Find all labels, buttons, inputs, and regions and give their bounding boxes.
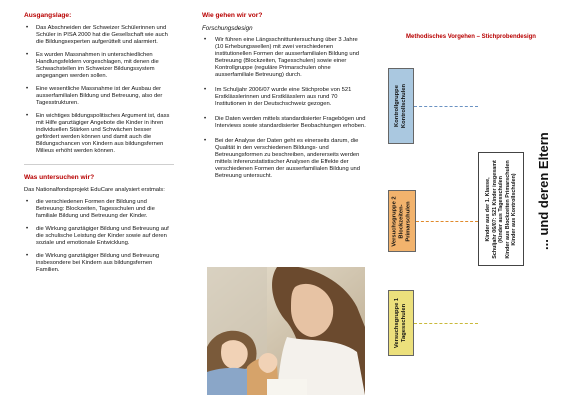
box-line: Kinder aus der 1. Klasse, <box>484 176 491 242</box>
list-item: • Bei der Analyse der Daten geht es einerseits darum, die Qualität in den verschiedenen Bildungs- und Betreuungsformen zu beschreiben, andererseits werden mittels inferenzstatistischer Analysen die Effekte der verschiedenen Formen der ausserfamilialen Bildung und Betreuung untersucht. <box>202 138 367 180</box>
heading-vorgehen: Wie gehen wir vor? <box>202 12 263 19</box>
list-item: • Es wurden Massnahmen in unterschiedlichen Handlungsfeldern vorgeschlagen, mit denen die Schwachstellen im Schweizer Bildungssystem angegangen werden sollen. <box>24 52 174 80</box>
eltern-label: ... und deren Eltern <box>536 132 551 250</box>
box-line: Versuchsgruppe 2 <box>391 195 398 247</box>
ausgangslage-list <box>24 25 174 155</box>
connector-line <box>414 323 478 324</box>
left-column <box>0 0 188 400</box>
list-item: • Das Abschneiden der Schweizer Schülerinnen und Schüler in PISA 2000 hat die Gesellschaft wie auch die Bildungsexperten aufgerüttelt und alarmiert. <box>24 25 174 46</box>
subheading-forschungsdesign: Forschungsdesign <box>202 25 253 32</box>
box-line: Kinder aus Blockzeiten Primarschulen <box>504 159 511 259</box>
versuchsgruppe-2-label <box>392 196 413 246</box>
classroom-photo <box>207 267 365 395</box>
versuchsgruppe-1-label <box>394 298 408 348</box>
connector-line <box>414 106 478 107</box>
list-item: • die verschiedenen Formen der Bildung und Betreuung: Blockzeiten, Tagesschulen und die familiale Bildung und Betreuung der Kinder. <box>24 199 174 220</box>
versuchsgruppe-2-box <box>388 190 416 252</box>
heading-untersuchen: Was untersuchen wir? <box>24 174 95 181</box>
box-line: Primarschulen <box>405 200 412 242</box>
divider <box>24 164 174 165</box>
intro-text: Das Nationalfondsprojekt EduCare analysiert erstmals: <box>24 187 165 193</box>
list-item: • Im Schuljahr 2006/07 wurde eine Stichprobe von 521 Erstklässlerinnen und Erstklässlern aus rund 70 Institutionen in der Deutschschweiz gezogen. <box>202 87 367 108</box>
heading-ausgangslage: Ausgangslage: <box>24 12 72 19</box>
vorgehen-list <box>202 37 367 180</box>
list-item: • die Wirkung ganztägiger Bildung und Betreuung auf die schulische Leistung der Kinder sowie auf deren soziale und emotionale Entwicklung. <box>24 226 174 247</box>
stichprobe-label <box>485 160 518 259</box>
box-line: Blockzeiten- <box>398 203 405 239</box>
stichprobe-box <box>478 152 524 266</box>
diagram-title: Methodisches Vorgehen – Stichprobendesign <box>406 34 536 40</box>
list-item: • Die Daten werden mittels standardisierter Fragebögen und Interviews sowie standardisierter Beobachtungen erhoben. <box>202 116 367 130</box>
list-item: • Wir führen eine Längsschnittuntersuchung über 3 Jahre (10 Erhebungswellen) mit zwei verschiedenen institutionellen Formen der ausserfamilialen Bildung und Betreuung (Blockzeiten, Tagesschulen) sowie einer Kontrollgruppe (reguläre Primarschulen ohne ausserfamiliale Betreuung) durch. <box>202 37 367 79</box>
list-item: • Eine wesentliche Massnahme ist der Ausbau der ausserfamilialen Bildung und Betreuung, also der Tagesstrukturen. <box>24 86 174 107</box>
connector-line <box>416 221 478 222</box>
untersuchen-list <box>24 199 174 274</box>
box-line: Kontrollgruppe <box>394 85 400 127</box>
kontrollgruppe-label <box>394 84 408 128</box>
box-line: Tagesschulen <box>401 303 408 343</box>
kontrollgruppe-box <box>388 68 414 144</box>
right-column <box>376 0 566 400</box>
box-line: Schuljahr 06/07: 521 Kinder insgesamt <box>491 159 498 259</box>
box-line: (Kinder aus Tagesschulen <box>497 175 504 243</box>
list-item: • Ein wichtiges bildungspolitisches Argument ist, dass mit Hilfe ganztägiger Angebote die Kinder in ihren individuellen Stärken und Schwächen besser gefördert werden können und damit auch die Bildungschancen von Kindern aus bildungsfernen Milieus erhöht werden können. <box>24 113 174 155</box>
box-line: Kinder aus Kontrollschulen) <box>510 172 517 246</box>
versuchsgruppe-1-box <box>388 290 414 356</box>
list-item: • die Wirkung ganztägiger Bildung und Betreuung insbesondere bei Kindern aus bildungsfernen Familien. <box>24 253 174 274</box>
box-line: Kontrollschulen <box>401 83 407 129</box>
box-line: Versuchsgruppe 1 <box>394 297 401 349</box>
